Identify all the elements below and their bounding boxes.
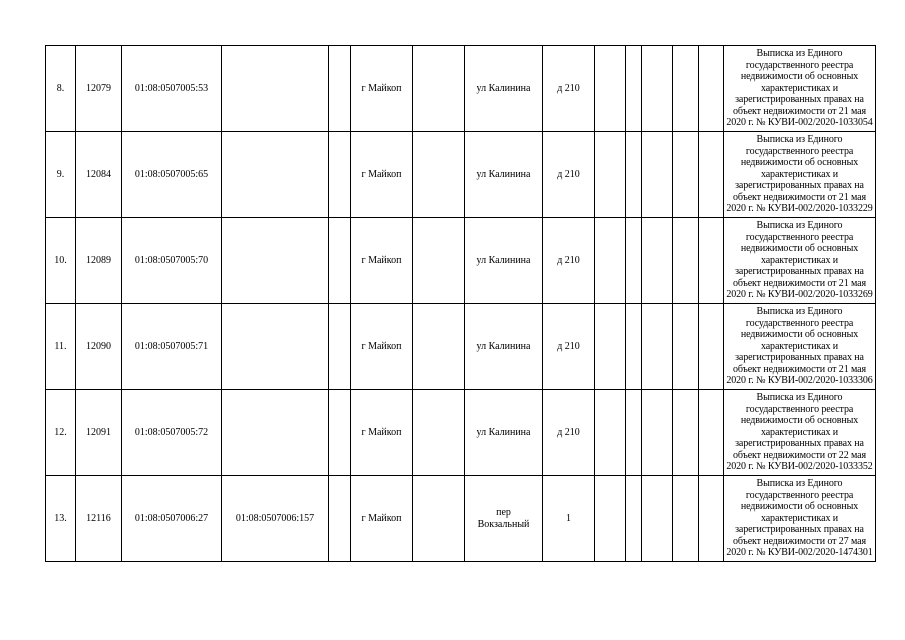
object-id: 12091 xyxy=(76,390,122,476)
city: г Майкоп xyxy=(351,46,413,132)
empty-cell xyxy=(595,476,626,562)
empty-cell xyxy=(626,476,642,562)
registry-extract-document: Выписка из Единого государственного реестра недвижимости об основных характеристиках и зарегистрированных правах на объект недвижимости от 21 мая 2020 г. № КУВИ-002/2020-1033054 xyxy=(724,46,876,132)
empty-cell xyxy=(673,390,699,476)
empty-cell xyxy=(413,132,465,218)
cadastral-number: 01:08:0507006:27 xyxy=(122,476,222,562)
cadastral-number: 01:08:0507005:71 xyxy=(122,304,222,390)
empty-cell xyxy=(642,46,673,132)
city: г Майкоп xyxy=(351,390,413,476)
house-number: д 210 xyxy=(543,46,595,132)
street: ул Калинина xyxy=(465,304,543,390)
empty-cell xyxy=(595,390,626,476)
empty-cell xyxy=(699,476,724,562)
parent-cadastral-number xyxy=(222,218,329,304)
table-row xyxy=(46,476,876,562)
empty-cell xyxy=(329,46,351,132)
street: ул Калинина xyxy=(465,46,543,132)
table-row xyxy=(46,390,876,476)
row-number: 9. xyxy=(46,132,76,218)
empty-cell xyxy=(699,218,724,304)
house-number: д 210 xyxy=(543,218,595,304)
cadastral-number: 01:08:0507005:53 xyxy=(122,46,222,132)
empty-cell xyxy=(413,476,465,562)
object-id: 12116 xyxy=(76,476,122,562)
empty-cell xyxy=(413,46,465,132)
row-number: 11. xyxy=(46,304,76,390)
city: г Майкоп xyxy=(351,476,413,562)
empty-cell xyxy=(642,132,673,218)
empty-cell xyxy=(699,390,724,476)
empty-cell xyxy=(699,304,724,390)
house-number: 1 xyxy=(543,476,595,562)
empty-cell xyxy=(642,218,673,304)
city: г Майкоп xyxy=(351,218,413,304)
street: ул Калинина xyxy=(465,218,543,304)
registry-table xyxy=(45,45,876,562)
cadastral-number: 01:08:0507005:72 xyxy=(122,390,222,476)
city: г Майкоп xyxy=(351,132,413,218)
table-row xyxy=(46,304,876,390)
empty-cell xyxy=(673,218,699,304)
empty-cell xyxy=(626,218,642,304)
row-number: 13. xyxy=(46,476,76,562)
object-id: 12084 xyxy=(76,132,122,218)
street: ул Калинина xyxy=(465,390,543,476)
house-number: д 210 xyxy=(543,304,595,390)
table-row xyxy=(46,132,876,218)
empty-cell xyxy=(595,218,626,304)
object-id: 12079 xyxy=(76,46,122,132)
empty-cell xyxy=(699,46,724,132)
empty-cell xyxy=(413,218,465,304)
object-id: 12089 xyxy=(76,218,122,304)
empty-cell xyxy=(595,132,626,218)
empty-cell xyxy=(329,132,351,218)
empty-cell xyxy=(329,390,351,476)
registry-extract-document: Выписка из Единого государственного реестра недвижимости об основных характеристиках и зарегистрированных правах на объект недвижимости от 27 мая 2020 г. № КУВИ-002/2020-1474301 xyxy=(724,476,876,562)
empty-cell xyxy=(626,46,642,132)
registry-extract-document: Выписка из Единого государственного реестра недвижимости об основных характеристиках и зарегистрированных правах на объект недвижимости от 22 мая 2020 г. № КУВИ-002/2020-1033352 xyxy=(724,390,876,476)
empty-cell xyxy=(673,46,699,132)
parent-cadastral-number xyxy=(222,304,329,390)
empty-cell xyxy=(329,218,351,304)
house-number: д 210 xyxy=(543,132,595,218)
empty-cell xyxy=(413,304,465,390)
parent-cadastral-number xyxy=(222,46,329,132)
row-number: 12. xyxy=(46,390,76,476)
empty-cell xyxy=(626,132,642,218)
parent-cadastral-number xyxy=(222,132,329,218)
registry-extract-document: Выписка из Единого государственного реестра недвижимости об основных характеристиках и зарегистрированных правах на объект недвижимости от 21 мая 2020 г. № КУВИ-002/2020-1033229 xyxy=(724,132,876,218)
empty-cell xyxy=(626,304,642,390)
registry-extract-document: Выписка из Единого государственного реестра недвижимости об основных характеристиках и зарегистрированных правах на объект недвижимости от 21 мая 2020 г. № КУВИ-002/2020-1033269 xyxy=(724,218,876,304)
street: пер Вокзальный xyxy=(465,476,543,562)
cadastral-number: 01:08:0507005:70 xyxy=(122,218,222,304)
empty-cell xyxy=(626,390,642,476)
street: ул Калинина xyxy=(465,132,543,218)
empty-cell xyxy=(642,390,673,476)
object-id: 12090 xyxy=(76,304,122,390)
empty-cell xyxy=(595,46,626,132)
empty-cell xyxy=(642,304,673,390)
empty-cell xyxy=(673,476,699,562)
empty-cell xyxy=(595,304,626,390)
table-row xyxy=(46,46,876,132)
row-number: 10. xyxy=(46,218,76,304)
house-number: д 210 xyxy=(543,390,595,476)
registry-extract-document: Выписка из Единого государственного реестра недвижимости об основных характеристиках и зарегистрированных правах на объект недвижимости от 21 мая 2020 г. № КУВИ-002/2020-1033306 xyxy=(724,304,876,390)
table-row xyxy=(46,218,876,304)
empty-cell xyxy=(329,304,351,390)
empty-cell xyxy=(413,390,465,476)
row-number: 8. xyxy=(46,46,76,132)
cadastral-number: 01:08:0507005:65 xyxy=(122,132,222,218)
parent-cadastral-number: 01:08:0507006:157 xyxy=(222,476,329,562)
empty-cell xyxy=(673,132,699,218)
empty-cell xyxy=(642,476,673,562)
empty-cell xyxy=(673,304,699,390)
parent-cadastral-number xyxy=(222,390,329,476)
city: г Майкоп xyxy=(351,304,413,390)
empty-cell xyxy=(329,476,351,562)
empty-cell xyxy=(699,132,724,218)
